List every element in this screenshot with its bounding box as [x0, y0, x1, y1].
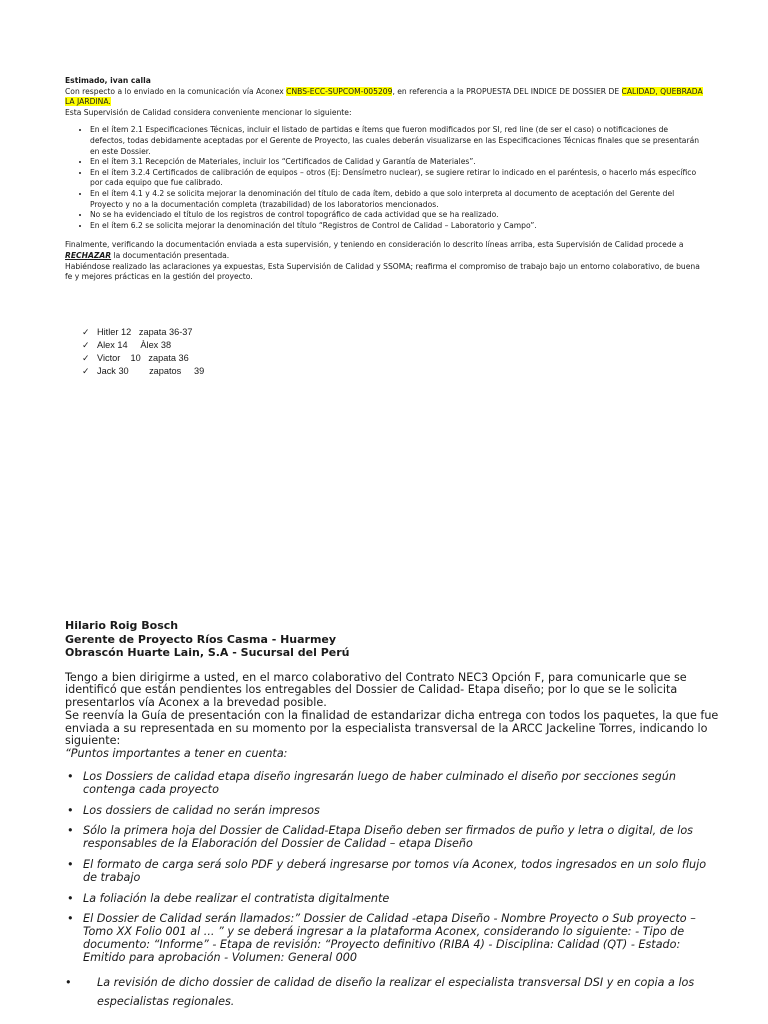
quality-review-email — [65, 76, 705, 283]
point-item: • Sólo la primera hoja del Dossier de Calidad-Etapa Diseño deben ser firmados de puño y letra o digital, de los responsables de la Elaboración del Dossier de Calidad – etapa Diseño — [75, 825, 720, 851]
recipient-role: Gerente de Proyecto Ríos Casma - Huarmey — [65, 632, 337, 646]
observations-list — [65, 125, 705, 231]
rechazar-label: RECHAZAR — [65, 250, 112, 260]
final-paragraph — [65, 240, 705, 261]
observation-item: • En el ítem 4.1 y 4.2 se solicita mejorar la denominación del título de cada ítem, debido a que solo interpreta al documento de aceptación del Gerente del Proyecto y no a la documentación completa (trazabilidad) de los laboratorios mencionados. — [90, 189, 705, 210]
observation-item: • En el ítem 6.2 se solicita mejorar la denominación del título “Registros de Control de Calidad – Laboratorio y Campo”. — [90, 221, 705, 232]
intro-line: Esta Supervisión de Calidad considera conveniente mencionar lo siguiente: — [65, 107, 352, 117]
points-title: “Puntos importantes a tener en cuenta: — [65, 747, 288, 761]
checkmark-icon: ✓ — [82, 340, 90, 350]
point-item: • Los Dossiers de calidad etapa diseño ingresarán luego de haber culminado el diseño por secciones según contenga cada proyecto — [75, 771, 720, 797]
final-text-b: la documentación presentada. — [111, 250, 230, 260]
final-text-a: Finalmente, verificando la documentación enviada a esta supervisión, y teniendo en consideración lo descrito líneas arriba, esta Supervisión de Calidad procede a — [65, 240, 684, 250]
checklist-item: ✓ Hitler 12 zapata 36-37 — [82, 327, 193, 337]
intro-paragraph — [65, 87, 705, 108]
intro-text-a: Con respecto a lo enviado en la comunicación vía Aconex — [65, 86, 287, 96]
letter-body — [65, 672, 720, 762]
intro-text-b: , en referencia a la PROPUESTA DEL INDICE DE DOSSIER DE — [392, 86, 622, 96]
checkmark-icon: ✓ — [82, 353, 90, 363]
recipient-name: Hilario Roig Bosch — [65, 619, 179, 632]
observation-item: • En el ítem 3.1 Recepción de Materiales, incluir los “Certificados de Calidad y Garantía de Materiales”. — [90, 157, 705, 168]
last-point: • La revisión de dicho dossier de calidad de diseño la realizar el especialista transversal DSI y en copia a los especialistas regionales. — [65, 973, 720, 1011]
intro-highlight-project: CALIDAD, QUEBRADA LA JARDINA. — [65, 86, 703, 107]
observation-item: • En el ítem 3.2.4 Certificados de calibración de equipos – otros (Ej: Densímetro nuclear), se sugiere retirar lo indicado en el paréntesis, o hacerlo más específico por cada equipo que fue calibrado. — [90, 168, 705, 189]
letter-paragraph: Tengo a bien dirigirme a usted, en el marco colaborativo del Contrato NEC3 Opción F, para comunicarle que se identificó que están pendientes los entregables del Dossier de Calidad- Etapa diseño; por lo que se le solicita presentarlos vía Aconex a la brevedad posible. — [65, 670, 687, 710]
point-item: • La foliación la debe realizar el contratista digitalmente — [75, 893, 720, 906]
point-item: • El Dossier de Calidad serán llamados:” Dossier de Calidad -etapa Diseño - Nombre Proyecto o Sub proyecto – Tomo XX Folio 001 al ... ” y se deberá ingresar a la plataforma Aconex, considerando lo siguiente: - Tipo de documento: “Informe” - Etapa de revisión: “Proyecto definitivo (RIBA 4) - Disciplina: Calidad (QT) - Estado: Emitido para aprobación - Volumen: General 000 — [75, 913, 720, 964]
point-item: • El formato de carga será solo PDF y deberá ingresarse por tomos vía Aconex, todos ingresados en un solo flujo de trabajo — [75, 859, 720, 885]
observation-item: • En el ítem 2.1 Especificaciones Técnicas, incluir el listado de partidas e ítems que fueron modificados por SI, red line (de ser el caso) o notificaciones de defectos, todas debidamente aceptadas por el Gerente de Proyecto, las cuales deberán visualizarse en las Especificaciones Técnicas finales que se presentarán en este Dossier. — [90, 125, 705, 157]
observation-item: • No se ha evidenciado el título de los registros de control topográfico de cada actividad que se ha realizado. — [90, 210, 705, 221]
recipient-block — [65, 619, 720, 660]
letter-paragraph: Se reenvía la Guía de presentación con la finalidad de estandarizar dicha entrega con todos los paquetes, la que fue enviada a su representada en su momento por la especialista transversal de la ARCC Jackeline Torres, indicando lo siguiente: — [65, 708, 719, 748]
points-list — [65, 771, 720, 965]
checkmark-icon: ✓ — [82, 366, 90, 376]
checkmark-icon: ✓ — [82, 327, 90, 337]
closing-paragraph: Habiéndose realizado las aclaraciones ya expuestas, Esta Supervisión de Calidad y SSOMA; reafirma el compromiso de trabajo bajo un entorno colaborativo, de buena fe y mejores prácticas en la gestión del proyecto. — [65, 261, 700, 282]
bullet-icon: • — [65, 975, 72, 989]
point-item: • Los dossiers de calidad no serán impresos — [75, 805, 720, 818]
greeting: Estimado, ivan calla — [65, 76, 151, 85]
recipient-company: Obrascón Huarte Lain, S.A - Sucursal del Perú — [65, 646, 350, 659]
dossier-request-letter — [65, 619, 720, 1011]
checklist-item: ✓ Alex 14 Àlex 38 — [82, 340, 172, 350]
communication-code: CNBS-ECC-SUPCOM-005209 — [286, 86, 393, 96]
checklist-item: ✓ Victor 10 zapata 36 — [82, 353, 189, 363]
checklist — [82, 326, 204, 378]
checklist-item: ✓ Jack 30 zapatos 39 — [82, 366, 205, 376]
